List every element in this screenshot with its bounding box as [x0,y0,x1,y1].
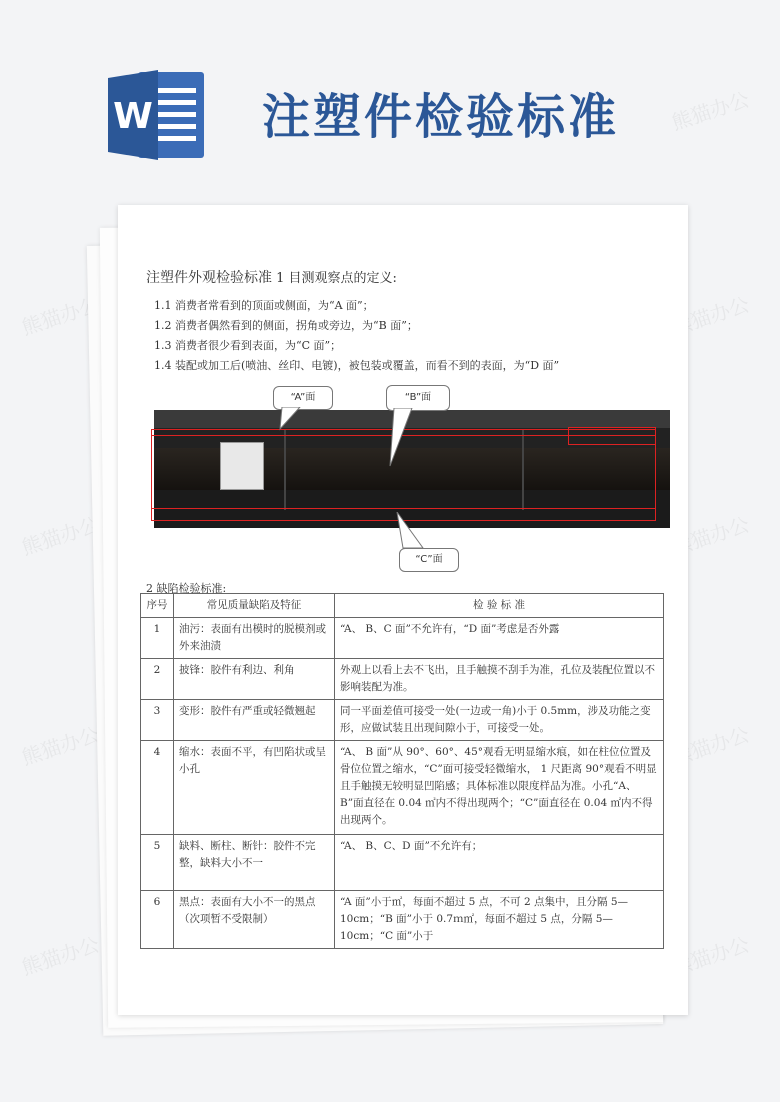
row-defect: 油污：表面有出模时的脱模剂或外来油渍 [174,618,335,659]
document-page [118,205,688,1015]
defect-standards-table [140,593,664,949]
row-defect: 缺料、断柱、断针：胶件不完整，缺料大小不一 [174,835,335,891]
row-num: 3 [141,700,174,741]
table-row [141,618,664,659]
header-defect: 常见质量缺陷及特征 [174,594,335,618]
table-row [141,835,664,891]
doc-heading [146,267,397,287]
definition-1: 1.1 消费者常看到的顶面或侧面，为“A 面”； [154,299,374,312]
callout-a-pointer [278,407,308,431]
table-row [141,891,664,949]
table-header-row [141,594,664,618]
row-standard: “A、 B、C、D 面”不允许有； [335,835,664,891]
callout-c-pointer [393,512,429,550]
table-row [141,700,664,741]
section2-title: 2 缺陷检验标准: [146,582,227,595]
definition-3: 1.3 消费者很少看到表面，为“C 面”； [154,339,342,352]
watermark: 熊猫办公 [668,932,753,980]
watermark: 熊猫办公 [668,512,753,560]
row-standard: “A、 B、C 面”不允许有，“D 面”考虑是否外露 [335,618,664,659]
row-defect: 黑点：表面有大小不一的黑点（次项暂不受限制） [174,891,335,949]
watermark: 熊猫办公 [18,512,103,560]
row-num: 6 [141,891,174,949]
row-standard: “A、 B 面”从 90°、60°、45°观看无明显缩水痕，如在柱位位置及骨位位置之缩水，“C”面可接受轻微缩水， 1 尺距离 90°观看不明显且手触摸无较明显凹陷感；具体标准以限度样品为准。小孔“A、B”面直径在 0.04 ㎡内不得出现两个；“C”面直径在 0.04 ㎡内不得出现两个。 [335,741,664,835]
row-num: 1 [141,618,174,659]
row-standard: “A 面”小于㎡，每面不超过 5 点，不可 2 点集中，且分隔 5—10cm；“B 面”小于 0.7ｍ㎡，每面不超过 5 点，分隔 5—10cm；“C 面”小于 [335,891,664,949]
doc-heading-sub: 1 目测观察点的定义: [276,271,397,286]
word-logo-letter: W [113,96,153,137]
callout-c: “C”面 [399,548,459,572]
row-standard: 外观上以看上去不飞出，且手触摸不刮手为准，孔位及装配位置以不影响装配为准。 [335,659,664,700]
region-marker-c [568,427,656,445]
row-standard: 同一平面差值可接受一处(一边或一角)小于 0.5mm，涉及功能之变形，应做试装且出现间隙小于，可接受一处。 [335,700,664,741]
row-defect: 缩水：表面不平，有凹陷状或呈小孔 [174,741,335,835]
table-row [141,741,664,835]
callout-a: “A”面 [273,386,333,410]
banner-title: 注塑件检验标准 [262,89,620,145]
header-num: 序号 [141,594,174,618]
definition-4: 1.4 装配或加工后(喷油、丝印、电镀)，被包装或覆盖，而看不到的表面，为“D 面” [154,359,560,372]
row-num: 4 [141,741,174,835]
watermark: 熊猫办公 [18,292,103,340]
row-defect: 变形：胶件有严重或轻微翘起 [174,700,335,741]
callout-b-pointer [388,408,418,468]
callout-b: “B”面 [386,385,450,411]
watermark: 熊猫办公 [668,722,753,770]
word-icon [108,68,208,162]
watermark: 熊猫办公 [668,292,753,340]
table-row [141,659,664,700]
definition-2: 1.2 消费者偶然看到的侧面，拐角或旁边，为“B 面”； [154,319,418,332]
watermark: 熊猫办公 [18,932,103,980]
row-num: 5 [141,835,174,891]
row-num: 2 [141,659,174,700]
row-defect: 披锋：胶件有利边、利角 [174,659,335,700]
doc-heading-main: 注塑件外观检验标准 [146,270,272,286]
watermark: 熊猫办公 [18,722,103,770]
header-standard: 检 验 标 准 [335,594,664,618]
watermark: 熊猫办公 [668,87,753,135]
